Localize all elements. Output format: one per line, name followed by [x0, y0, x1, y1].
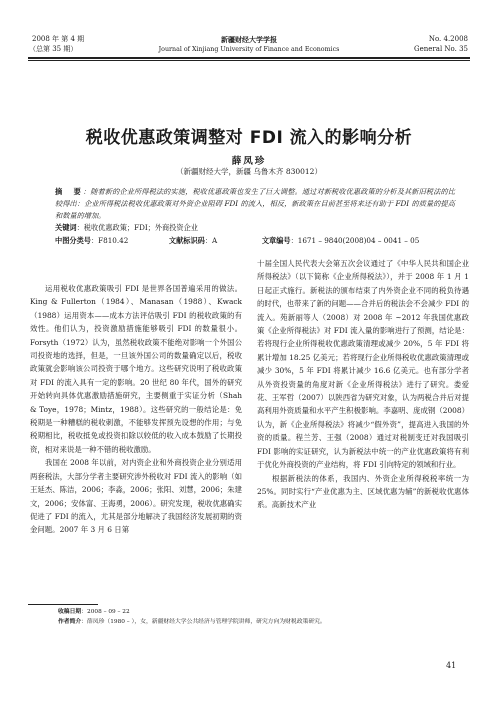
- issue-total: （总第 35 期）: [29, 45, 78, 53]
- general-number-en: General No. 35: [414, 45, 468, 53]
- body-paragraph: 我国在 2008 年以前，对内资企业和外商投资企业分别适用两套税法，大部分学者主要研究涉外税收对 FDI 流入的影响（如王延杰、陈洁，2006；李淼，2006；张阳、刘慧，2006；朱建文，2006；安体富、王海勇，2006）。研究发现，税收优惠确实促进了 FDI 的流入，尤其是部分地解决了我国经济发展初期的资金问题。2007 年 3 月 6 日第: [30, 458, 242, 535]
- keywords-label: 关键词: [55, 223, 77, 232]
- received-label: 收稿日期: [58, 609, 82, 615]
- page-number: 41: [446, 661, 457, 670]
- header-rule-thick: [28, 57, 470, 59]
- body-right-column: [257, 257, 469, 512]
- body-paragraph: 十届全国人民代表大会第五次会议通过了《中华人民共和国企业所得税法》（以下简称《企业所得税法》），并于 2008 年 1 月 1 日起正式施行。新税法的颁布结束了内外资企业不同的税负待遇的时代，也带来了新的问题——合并后的税法会不会减少 FDI 的流入。苑新丽等人（2008）对 2008 年 ~2012 年我国优惠政策《企业所得税法》对 FDI 流入量的影响进行了预测，结论是：若将现行企业所得税收优惠政策清理或减少 20%，5 年 FDI 将累计增加 18.25 亿美元；若将现行企业所得税收优惠政策清理或减少 30%，5 年 FDI 将累计减少 16.6 亿美元。也有部分学者从外资投资量的角度对新《企业所得税法》进行了研究。娄爱花、王军哲（2007）以陕西省为研究对象，认为两税合并后对提高利用外资质量和水平产生积极影响。李嘉明、庞成钢（2008）认为，新《企业所得税法》将减少“假外资”，提高进入我国的外资的质量。程兰芳、王强（2008）通过对税制变迁对我国吸引 FDI 影响的实证研究，认为新税法中统一的产业优惠政策将有利于优化外商投资的产业结构，将 FDI 引向特定的领域和行业。: [257, 259, 469, 470]
- author-affiliation: （新疆财经大学，新疆 乌鲁木齐 830012）: [176, 167, 322, 176]
- body-paragraph: 运用税收优惠政策吸引 FDI 是世界各国普遍采用的做法。King & Fullerton（1984）、Manasan（1988）、Kwack（1988）运用资本——成本方法评估吸引 FDI 的税收政策的有效性。他们认为，投资激励措施能够吸引 FDI 的数量很小。Forsyth（1972）认为，虽然税收政策不能绝对影响一个外国公司投资地的选择，但是，一旦该外国公司的数量确定以后，税收政策就会影响该公司投资于哪个地方。这些研究说明了税收政策对 FDI 的流入具有一定的影响。20 世纪 80 年代，国外的研究开始转向具体优惠激励措施研究，主要侧重于实证分析（Shah & Toye，1978；Mintz，1988）。这些研究的一般结论是：免税期是一种糟糕的税收刺激，不能够发挥预先设想的作用；与免税期相比，税收抵免或投资扣除以较低的收入成本鼓励了长期投资，相对来说是一种不错的税收激励。: [30, 284, 242, 454]
- article-author: 薛凤珍: [231, 156, 267, 167]
- article-no-label: 文章编号: [261, 236, 291, 245]
- received-value: ：2008 – 09 – 22: [81, 609, 130, 615]
- footnote-author: [58, 618, 326, 626]
- abstract: [55, 186, 455, 222]
- keywords: [55, 223, 455, 233]
- article-title: 税收优惠政策调整对 FDI 流入的影响分析: [85, 128, 413, 148]
- header-rule-thin: [28, 60, 470, 61]
- body-paragraph: 根据新税法的体系，我国内、外资企业所得税税率统一为 25%。同时实行“产业优惠为主、区域优惠为辅”的新税收优惠体系。高新技术产业: [257, 473, 469, 510]
- doc-code-label: 文献标识码: [168, 236, 205, 245]
- clc-value: ：F810.42: [90, 236, 129, 245]
- body-left-column: [30, 282, 242, 537]
- journal-name-cn: 新疆财经大学学报: [221, 35, 277, 44]
- footnote-received: [58, 608, 130, 616]
- issue-number: 2008 年 第 4 期: [32, 35, 85, 43]
- clc-label: 中图分类号: [55, 236, 91, 245]
- classification-line: [55, 236, 465, 246]
- footnote-rule: [28, 604, 98, 605]
- keywords-text: ：税收优惠政策；FDI；外商投资企业: [76, 223, 198, 232]
- abstract-label: 摘 要: [55, 187, 83, 196]
- doc-code-value: ：A: [204, 236, 218, 245]
- author-bio-value: ：薛凤珍（1980 – ），女，新疆财经大学公共经济与管理学院讲师，研究方向为财税政策研究。: [81, 619, 326, 625]
- author-bio-label: 作者简介: [58, 619, 82, 625]
- article-no-value: ：1671 – 9840(2008)04 – 0041 – 05: [290, 236, 420, 245]
- abstract-text: ：随着新的企业所得税法的实施，税收优惠政策也发生了巨大调整。通过对新税收优惠政策的分析及其新旧税法的比较得出：企业所得税法税收优惠政策对外资企业阻碍 FDI 的流入，相反，新政策在目前甚至将来还有助于 FDI 的质量的提高和数量的增加。: [55, 187, 455, 220]
- issue-number-en: No. 4.2008: [428, 35, 468, 43]
- journal-name-en: Journal of Xinjiang University of Finance and Economics: [158, 46, 340, 53]
